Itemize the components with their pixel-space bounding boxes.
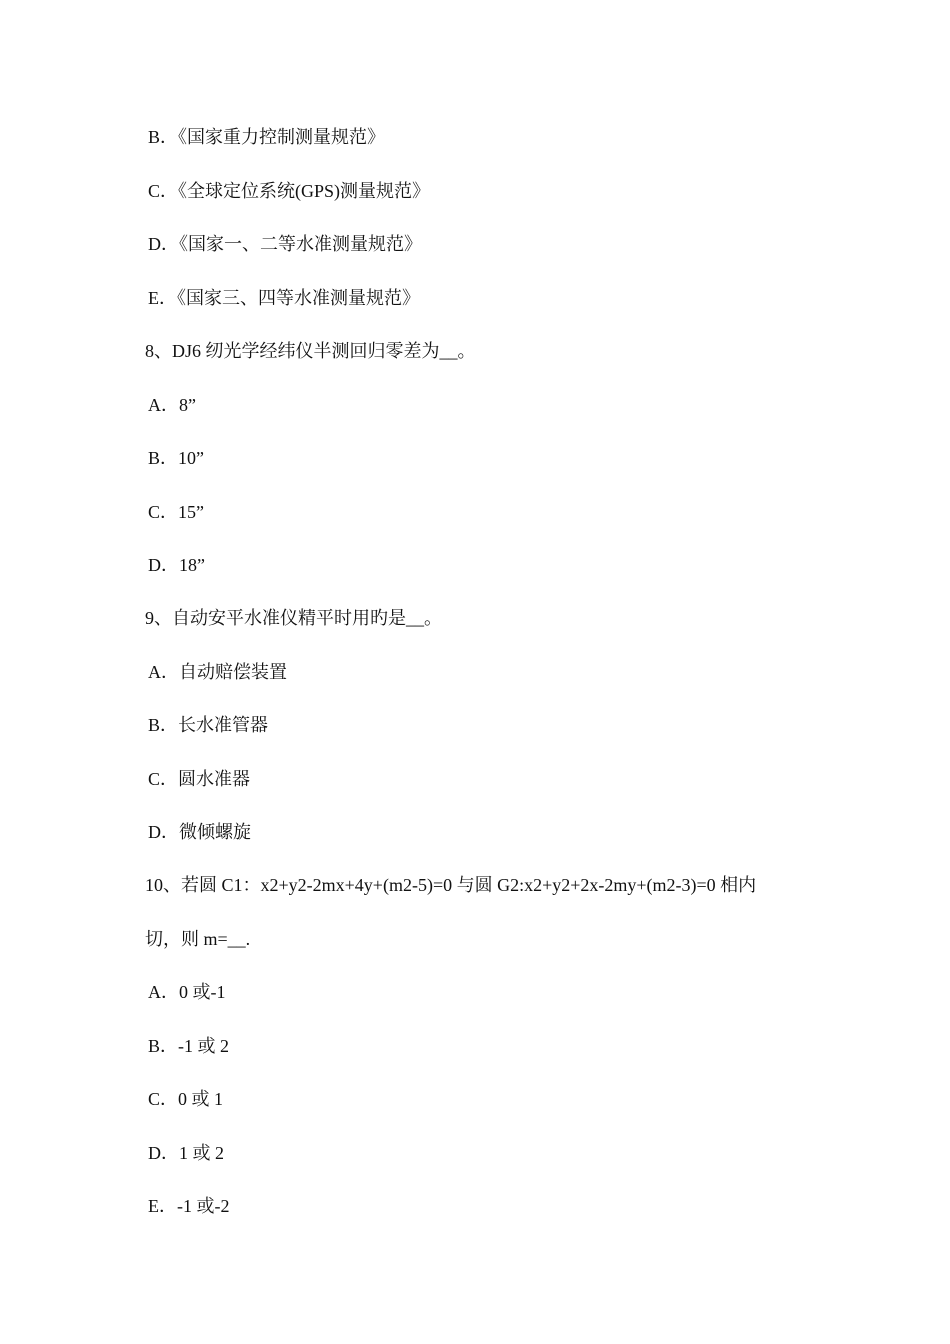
- question-10-line1: 10、若圆 C1：x2+y2-2mx+4y+(m2-5)=0 与圆 G2:x2+y2+2x-2my+(m2-3)=0 相内: [145, 875, 757, 895]
- option-9a: A．自动赔偿装置: [148, 662, 287, 682]
- option-7e: E．《国家三、四等水准测量规范》: [148, 288, 420, 308]
- option-10b: B．-1 或 2: [148, 1036, 229, 1056]
- option-10a: A．0 或-1: [148, 982, 226, 1002]
- question-8: 8、DJ6 纫光学经纬仪半测回归零差为__。: [145, 341, 476, 361]
- option-8a: A．8”: [148, 395, 196, 415]
- option-10e: E．-1 或-2: [148, 1196, 230, 1216]
- option-10d: D．1 或 2: [148, 1143, 224, 1163]
- option-8c: C．15”: [148, 502, 204, 522]
- option-7c: C．《全球定位系统(GPS)测量规范》: [148, 181, 431, 201]
- option-8d: D．18”: [148, 555, 205, 575]
- question-9: 9、自动安平水准仪精平时用旳是__。: [145, 608, 442, 628]
- option-8b: B．10”: [148, 448, 204, 468]
- option-7d: D．《国家一、二等水准测量规范》: [148, 234, 422, 254]
- option-9b: B．长水准管器: [148, 715, 269, 735]
- option-9d: D．微倾螺旋: [148, 822, 251, 842]
- question-10-line2: 切，则 m=__.: [145, 929, 251, 949]
- option-7b: B．《国家重力控制测量规范》: [148, 127, 386, 147]
- option-9c: C．圆水准器: [148, 769, 251, 789]
- option-10c: C．0 或 1: [148, 1089, 224, 1109]
